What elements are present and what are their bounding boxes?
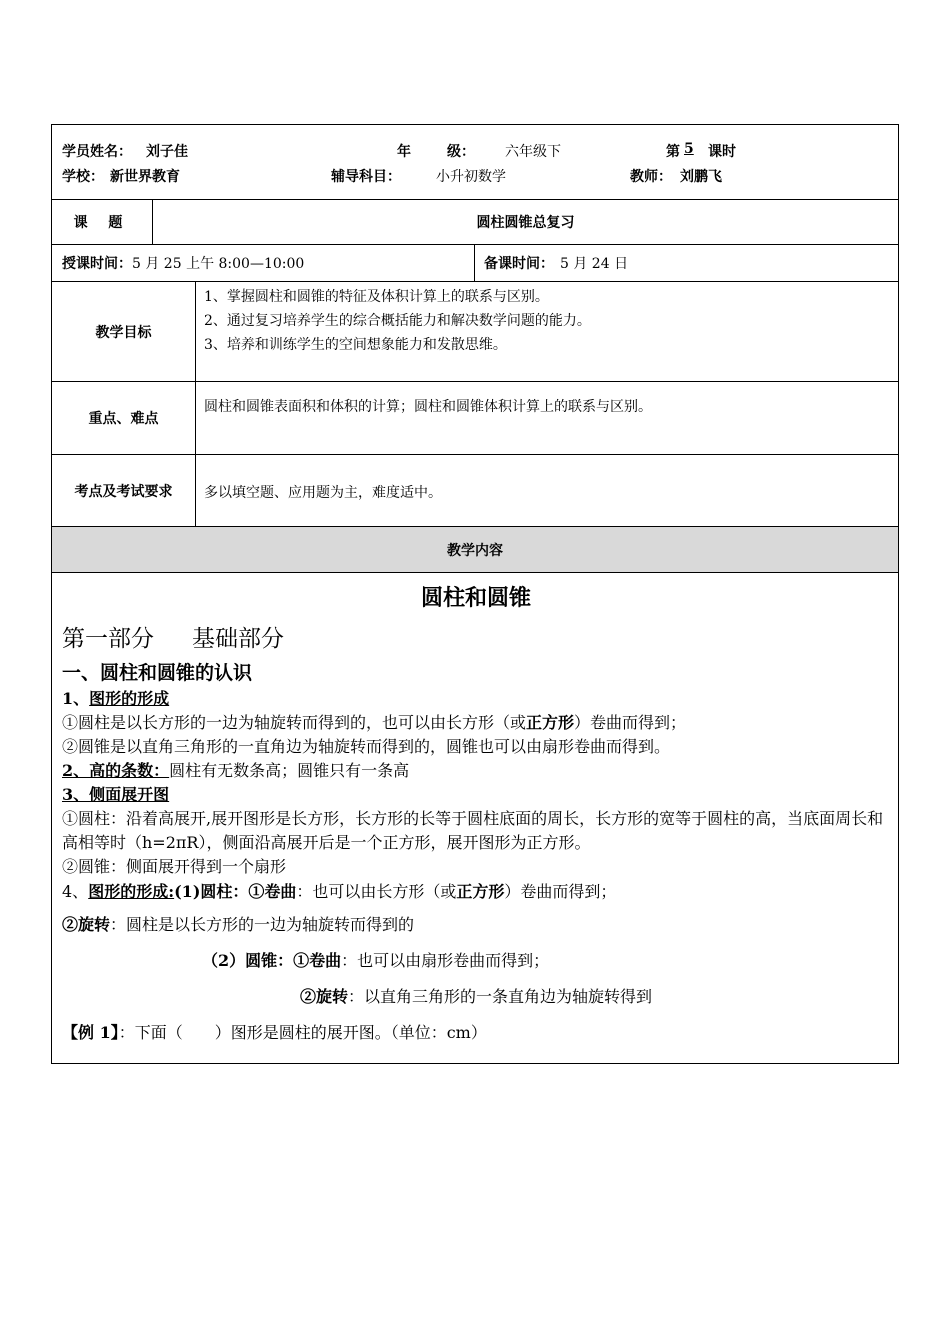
formation2-line bbox=[62, 879, 890, 907]
part-number: 第一部分 bbox=[62, 626, 154, 652]
net-line-1: ①圆柱：沿着高展开,展开图形是长方形，长方形的长等于圆柱底面的周长，长方形的宽等于圆柱的高，当底面周长和高相等时（h=2πR），侧面沿高展开后是一个正方形，展开图形为正方形。 bbox=[62, 809, 884, 852]
heights-title: 2、高的条数： bbox=[62, 761, 170, 780]
cone-rotation-line bbox=[62, 979, 890, 1015]
text-run: ①圆柱是以长方形的一边为轴旋转而得到的，也可以由长方形（或 bbox=[62, 713, 527, 732]
prep-time-cell bbox=[475, 245, 898, 281]
subsection-number: 1、 bbox=[62, 689, 90, 708]
teacher-name: 刘鹏飞 bbox=[680, 169, 722, 185]
topic-label: 课 题 bbox=[52, 200, 153, 244]
rotation-label: ②旋转 bbox=[62, 915, 111, 934]
content-header: 教学内容 bbox=[52, 527, 898, 573]
text-run-bold: 正方形 bbox=[526, 713, 575, 732]
subject-label: 辅导科目： bbox=[331, 169, 401, 185]
lesson-prefix: 第 bbox=[666, 144, 680, 160]
goals-label: 教学目标 bbox=[52, 282, 196, 381]
cone-rotation-text: ：以直角三角形的一条直角边为轴旋转得到 bbox=[348, 987, 653, 1006]
lesson-suffix: 课时 bbox=[708, 144, 736, 160]
text-run: ）卷曲而得到； bbox=[574, 713, 687, 732]
content-body bbox=[52, 573, 898, 1063]
lesson-number: 5 bbox=[684, 141, 694, 157]
goal-item: 2、通过复习培养学生的综合概括能力和解决数学问题的能力。 bbox=[204, 313, 591, 329]
exam-row bbox=[52, 455, 898, 527]
grade-label-2: 级： bbox=[447, 144, 475, 160]
exam-value: 多以填空题、应用题为主，难度适中。 bbox=[204, 484, 442, 501]
heights-line bbox=[62, 759, 890, 783]
text-run-bold: 正方形 bbox=[456, 882, 505, 901]
example-text: ：下面（ ）图形是圆柱的展开图。（单位：cm） bbox=[118, 1023, 487, 1042]
text-run: 4、 bbox=[62, 882, 89, 901]
key-points-value: 圆柱和圆锥表面积和体积的计算；圆柱和圆锥体积计算上的联系与区别。 bbox=[204, 399, 652, 415]
cone-rotation-label: ②旋转 bbox=[300, 987, 349, 1006]
class-time-cell bbox=[52, 245, 475, 281]
subject-value: 小升初数学 bbox=[436, 169, 506, 185]
example-label: 【例 1】 bbox=[62, 1023, 119, 1042]
subsection-formation bbox=[62, 687, 890, 711]
text-run: ：也可以由长方形（或 bbox=[296, 882, 457, 901]
prep-time-label: 备课时间： bbox=[484, 256, 554, 272]
subsection-title: 图形的形成 bbox=[89, 689, 170, 708]
text-run: ）卷曲而得到； bbox=[504, 882, 617, 901]
grade-label: 年 bbox=[397, 144, 411, 160]
prep-time-value: 5 月 24 日 bbox=[560, 256, 629, 272]
goal-item: 1、掌握圆柱和圆锥的特征及体积计算上的联系与区别。 bbox=[204, 289, 549, 305]
example-line bbox=[62, 1015, 890, 1051]
goals-row bbox=[52, 282, 898, 382]
net-title: 3、侧面展开图 bbox=[62, 785, 170, 804]
goal-item: 3、培养和训练学生的空间想象能力和发散思维。 bbox=[204, 337, 507, 353]
class-time-label: 授课时间： bbox=[62, 256, 132, 272]
lesson-plan-table bbox=[51, 124, 899, 1064]
grade-value: 六年级下 bbox=[505, 144, 561, 160]
topic-row bbox=[52, 200, 898, 245]
key-points-label: 重点、难点 bbox=[52, 382, 196, 454]
heights-text: 圆柱有无数条高；圆锥只有一条高 bbox=[169, 761, 410, 780]
teacher-label: 教师： bbox=[630, 169, 672, 185]
topic-value: 圆柱圆锥总复习 bbox=[476, 215, 575, 231]
goals-list bbox=[196, 282, 898, 381]
formation-line-1 bbox=[62, 711, 890, 735]
net-line-2: ②圆锥：侧面展开得到一个扇形 bbox=[62, 857, 287, 876]
content-title: 圆柱和圆锥 bbox=[420, 585, 531, 611]
student-label: 学员姓名： bbox=[62, 144, 132, 160]
formation2-title: 图形的形成: bbox=[88, 882, 175, 901]
student-name: 刘子佳 bbox=[146, 144, 188, 160]
exam-label: 考点及考试要求 bbox=[52, 455, 196, 526]
cone-curl-label: （2）圆锥：①卷曲 bbox=[202, 951, 342, 970]
part-name: 基础部分 bbox=[192, 626, 284, 652]
cone-curl-text: ：也可以由扇形卷曲而得到； bbox=[341, 951, 550, 970]
section-heading: 一、圆柱和圆锥的认识 bbox=[62, 662, 253, 684]
schedule-row bbox=[52, 245, 898, 282]
school-name: 新世界教育 bbox=[110, 169, 180, 185]
cylinder-rotation-line bbox=[62, 907, 890, 943]
formation-line-2: ②圆锥是以直角三角形的一直角边为轴旋转而得到的，圆锥也可以由扇形卷曲而得到。 bbox=[62, 737, 671, 756]
header-info bbox=[52, 125, 898, 200]
school-label: 学校： bbox=[62, 169, 104, 185]
key-points-row bbox=[52, 382, 898, 455]
class-time-value: 5 月 25 上午 8:00—10:00 bbox=[132, 256, 305, 272]
cone-curl-line bbox=[62, 943, 890, 979]
part-heading bbox=[62, 619, 890, 659]
text-run-bold: (1)圆柱：①卷曲 bbox=[174, 882, 297, 901]
rotation-text: ：圆柱是以长方形的一边为轴旋转而得到的 bbox=[110, 915, 415, 934]
